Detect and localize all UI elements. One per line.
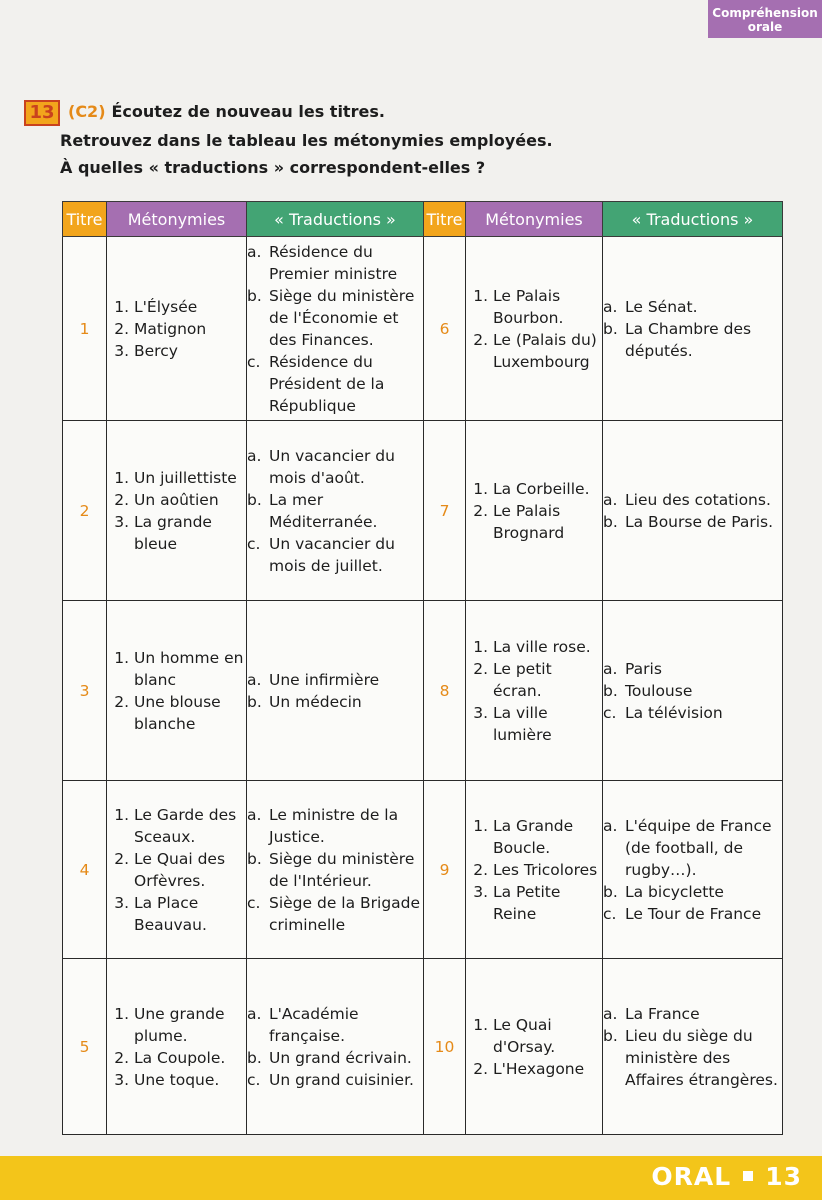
traductions-cell bbox=[247, 781, 424, 959]
metonymy-item bbox=[466, 478, 602, 500]
metonymies-list bbox=[107, 804, 246, 936]
metonymies-cell bbox=[107, 959, 247, 1135]
table-row bbox=[63, 421, 783, 601]
metonymy-text: Matignon bbox=[134, 319, 207, 338]
option-letter: a. bbox=[247, 242, 262, 261]
metonymy-number: 1. bbox=[473, 637, 488, 656]
metonymy-number: 2. bbox=[473, 659, 488, 678]
page-footer bbox=[0, 1156, 822, 1200]
square-icon bbox=[743, 1171, 753, 1181]
metonymy-number: 1. bbox=[473, 816, 488, 835]
header-titre: Titre bbox=[63, 202, 107, 237]
option-letter: b. bbox=[247, 490, 262, 509]
traduction-option bbox=[247, 892, 423, 936]
table-row bbox=[63, 601, 783, 781]
metonymy-text: Un homme en blanc bbox=[134, 648, 244, 689]
option-letter: a. bbox=[603, 659, 618, 678]
metonymy-number: 2. bbox=[473, 501, 488, 520]
option-letter: b. bbox=[247, 849, 262, 868]
metonymy-number: 2. bbox=[114, 490, 129, 509]
metonymy-item bbox=[466, 702, 602, 746]
traduction-text: La bicyclette bbox=[625, 882, 724, 901]
option-letter: a. bbox=[603, 1004, 618, 1023]
titre-number: 5 bbox=[63, 959, 107, 1135]
metonymy-text: Une blouse blanche bbox=[134, 692, 221, 733]
traduction-option bbox=[247, 1047, 423, 1069]
metonymies-list bbox=[466, 815, 602, 925]
metonymy-text: Les Tricolores bbox=[493, 860, 598, 879]
metonymy-text: L'Élysée bbox=[134, 297, 198, 316]
option-letter: c. bbox=[247, 534, 261, 553]
metonymy-number: 2. bbox=[473, 1059, 488, 1078]
metonymies-cell bbox=[466, 781, 603, 959]
metonymies-cell bbox=[466, 237, 603, 421]
metonymies-cell bbox=[107, 601, 247, 781]
traduction-text: Un vacancier du mois de juillet. bbox=[269, 534, 395, 575]
metonymy-number: 1. bbox=[473, 479, 488, 498]
titre-number: 8 bbox=[424, 601, 466, 781]
traduction-option bbox=[603, 881, 782, 903]
traduction-option bbox=[247, 804, 423, 848]
traductions-cell bbox=[603, 781, 783, 959]
metonymy-item bbox=[466, 500, 602, 544]
option-letter: c. bbox=[247, 1070, 261, 1089]
metonymy-item bbox=[107, 691, 246, 735]
option-letter: b. bbox=[603, 319, 618, 338]
header-traductions: « Traductions » bbox=[247, 202, 424, 237]
traductions-cell bbox=[603, 421, 783, 601]
option-letter: c. bbox=[603, 904, 617, 923]
traduction-text: L'Académie française. bbox=[269, 1004, 359, 1045]
metonymy-number: 1. bbox=[114, 468, 129, 487]
metonymy-text: La Place Beauvau. bbox=[134, 893, 207, 934]
traduction-option bbox=[247, 1069, 423, 1091]
traductions-cell bbox=[603, 959, 783, 1135]
option-letter: b. bbox=[603, 512, 618, 531]
metonymies-cell bbox=[107, 237, 247, 421]
traduction-text: Un grand écrivain. bbox=[269, 1048, 412, 1067]
metonymies-list bbox=[466, 1014, 602, 1080]
metonymy-text: Le Palais Brognard bbox=[493, 501, 565, 542]
traduction-text: Un médecin bbox=[269, 692, 362, 711]
metonymy-item bbox=[107, 804, 246, 848]
titre-number: 3 bbox=[63, 601, 107, 781]
traduction-option bbox=[603, 296, 782, 318]
traduction-text: Le Tour de France bbox=[625, 904, 762, 923]
header-metonymies: Métonymies bbox=[107, 202, 247, 237]
traductions-cell bbox=[247, 959, 424, 1135]
traductions-cell bbox=[603, 237, 783, 421]
metonymy-number: 2. bbox=[114, 692, 129, 711]
traduction-text: Le ministre de la Justice. bbox=[269, 805, 399, 846]
metonymy-number: 2. bbox=[114, 849, 129, 868]
traduction-option bbox=[603, 318, 782, 362]
traduction-text: La Bourse de Paris. bbox=[625, 512, 774, 531]
titre-number: 2 bbox=[63, 421, 107, 601]
header-traductions: « Traductions » bbox=[603, 202, 783, 237]
titre-number: 9 bbox=[424, 781, 466, 959]
traduction-option bbox=[247, 489, 423, 533]
metonymy-text: La grande bleue bbox=[134, 512, 212, 553]
metonymy-number: 1. bbox=[114, 648, 129, 667]
metonymy-item bbox=[466, 1014, 602, 1058]
traduction-option bbox=[247, 533, 423, 577]
metonymy-item bbox=[466, 329, 602, 373]
traduction-option bbox=[247, 241, 423, 285]
metonymy-number: 2. bbox=[473, 330, 488, 349]
traduction-option bbox=[603, 489, 782, 511]
metonymy-item bbox=[107, 848, 246, 892]
exercise-instruction-3: À quelles « traductions » correspondent-elles ? bbox=[60, 158, 486, 177]
metonymy-number: 1. bbox=[473, 286, 488, 305]
traduction-option bbox=[603, 511, 782, 533]
titre-number: 6 bbox=[424, 237, 466, 421]
metonymy-item bbox=[466, 285, 602, 329]
metonymies-list bbox=[107, 1003, 246, 1091]
footer-label: ORAL 13 bbox=[651, 1162, 802, 1191]
traduction-text: Un grand cuisinier. bbox=[269, 1070, 414, 1089]
metonymies-table bbox=[62, 201, 783, 1135]
metonymy-item bbox=[107, 1069, 246, 1091]
metonymy-text: Le (Palais du) Luxembourg bbox=[493, 330, 597, 371]
exercise-number: 13 bbox=[24, 100, 60, 126]
titre-number: 7 bbox=[424, 421, 466, 601]
metonymy-item bbox=[107, 489, 246, 511]
metonymy-item bbox=[107, 892, 246, 936]
metonymies-list bbox=[107, 647, 246, 735]
metonymy-number: 1. bbox=[114, 1004, 129, 1023]
metonymies-list bbox=[107, 296, 246, 362]
metonymies-list bbox=[466, 478, 602, 544]
metonymy-item bbox=[107, 511, 246, 555]
metonymy-text: La ville lumière bbox=[493, 703, 552, 744]
metonymy-text: La Petite Reine bbox=[493, 882, 561, 923]
option-letter: b. bbox=[247, 1048, 262, 1067]
traduction-option bbox=[603, 1025, 782, 1091]
metonymy-number: 2. bbox=[114, 1048, 129, 1067]
traduction-option bbox=[603, 903, 782, 925]
metonymy-item bbox=[107, 296, 246, 318]
traduction-option bbox=[603, 702, 782, 724]
traductions-cell bbox=[247, 421, 424, 601]
traduction-option bbox=[247, 1003, 423, 1047]
traduction-text: Paris bbox=[625, 659, 662, 678]
metonymy-item bbox=[107, 647, 246, 691]
option-letter: c. bbox=[603, 703, 617, 722]
option-letter: a. bbox=[247, 805, 262, 824]
metonymy-item bbox=[466, 859, 602, 881]
traduction-option bbox=[247, 691, 423, 713]
metonymy-text: Un juillettiste bbox=[134, 468, 237, 487]
traduction-text: Le Sénat. bbox=[625, 297, 698, 316]
metonymy-number: 1. bbox=[114, 805, 129, 824]
metonymy-text: Une toque. bbox=[134, 1070, 220, 1089]
exercise-code: (C2) bbox=[68, 102, 106, 121]
metonymy-item bbox=[107, 340, 246, 362]
traduction-text: Une infirmière bbox=[269, 670, 380, 689]
metonymy-text: La ville rose. bbox=[493, 637, 591, 656]
metonymy-number: 3. bbox=[473, 882, 488, 901]
header-metonymies: Métonymies bbox=[466, 202, 603, 237]
page-number: 13 bbox=[765, 1162, 802, 1191]
metonymy-number: 2. bbox=[473, 860, 488, 879]
traduction-text: La mer Méditerranée. bbox=[269, 490, 378, 531]
option-letter: a. bbox=[247, 670, 262, 689]
option-letter: a. bbox=[247, 446, 262, 465]
option-letter: c. bbox=[247, 352, 261, 371]
traduction-text: Toulouse bbox=[625, 681, 693, 700]
metonymy-item bbox=[107, 467, 246, 489]
exercise-instruction-2: Retrouvez dans le tableau les métonymies employées. bbox=[60, 131, 553, 150]
traduction-option bbox=[247, 669, 423, 691]
option-letter: b. bbox=[603, 1026, 618, 1045]
metonymies-cell bbox=[466, 421, 603, 601]
titre-number: 10 bbox=[424, 959, 466, 1135]
metonymies-cell bbox=[107, 421, 247, 601]
titre-number: 1 bbox=[63, 237, 107, 421]
traduction-option bbox=[603, 658, 782, 680]
option-letter: b. bbox=[603, 882, 618, 901]
traduction-option bbox=[247, 445, 423, 489]
traductions-cell bbox=[247, 237, 424, 421]
metonymy-item bbox=[466, 636, 602, 658]
metonymy-text: La Grande Boucle. bbox=[493, 816, 574, 857]
traduction-option bbox=[247, 848, 423, 892]
metonymy-text: Le petit écran. bbox=[493, 659, 552, 700]
metonymy-item bbox=[107, 318, 246, 340]
option-letter: a. bbox=[247, 1004, 262, 1023]
metonymy-text: Le Quai des Orfèvres. bbox=[134, 849, 226, 890]
metonymy-item bbox=[466, 815, 602, 859]
option-letter: b. bbox=[247, 286, 262, 305]
metonymy-text: Le Quai d'Orsay. bbox=[493, 1015, 556, 1056]
table-row bbox=[63, 959, 783, 1135]
metonymy-item bbox=[466, 658, 602, 702]
traduction-option bbox=[603, 680, 782, 702]
metonymies-list bbox=[466, 285, 602, 373]
traductions-cell bbox=[603, 601, 783, 781]
traduction-text: Lieu du siège du ministère des Affaires étrangères. bbox=[625, 1026, 778, 1089]
option-letter: a. bbox=[603, 297, 618, 316]
option-letter: c. bbox=[247, 893, 261, 912]
traduction-text: Siège de la Brigade criminelle bbox=[269, 893, 421, 934]
traduction-text: L'équipe de France (de football, de rugby…). bbox=[625, 816, 772, 879]
traductions-cell bbox=[247, 601, 424, 781]
metonymy-text: La Coupole. bbox=[134, 1048, 226, 1067]
header-titre: Titre bbox=[424, 202, 466, 237]
titre-number: 4 bbox=[63, 781, 107, 959]
traduction-text: Résidence du Premier ministre bbox=[269, 242, 398, 283]
metonymy-text: Bercy bbox=[134, 341, 178, 360]
metonymy-text: L'Hexagone bbox=[493, 1059, 585, 1078]
metonymies-list bbox=[107, 467, 246, 555]
metonymies-cell bbox=[466, 601, 603, 781]
metonymy-number: 3. bbox=[114, 512, 129, 531]
option-letter: a. bbox=[603, 816, 618, 835]
metonymy-item bbox=[466, 881, 602, 925]
traduction-option bbox=[603, 1003, 782, 1025]
metonymies-list bbox=[466, 636, 602, 746]
traduction-text: La Chambre des députés. bbox=[625, 319, 752, 360]
metonymy-item bbox=[466, 1058, 602, 1080]
traduction-text: Un vacancier du mois d'août. bbox=[269, 446, 395, 487]
exercise-instruction-1: (C2) Écoutez de nouveau les titres. bbox=[68, 102, 385, 121]
traduction-text: Lieu des cotations. bbox=[625, 490, 771, 509]
option-letter: b. bbox=[603, 681, 618, 700]
metonymy-text: Un aoûtien bbox=[134, 490, 219, 509]
traduction-text: Siège du ministère de l'Économie et des Finances. bbox=[269, 286, 415, 349]
table-header-row bbox=[63, 202, 783, 237]
traduction-text: La France bbox=[625, 1004, 700, 1023]
metonymy-number: 3. bbox=[114, 341, 129, 360]
metonymy-text: La Corbeille. bbox=[493, 479, 590, 498]
traduction-option bbox=[247, 351, 423, 417]
traduction-text: Siège du ministère de l'Intérieur. bbox=[269, 849, 415, 890]
metonymy-item bbox=[107, 1047, 246, 1069]
metonymy-number: 2. bbox=[114, 319, 129, 338]
metonymy-text: Une grande plume. bbox=[134, 1004, 225, 1045]
metonymy-number: 3. bbox=[114, 893, 129, 912]
table-row bbox=[63, 781, 783, 959]
metonymies-cell bbox=[466, 959, 603, 1135]
metonymy-text: Le Palais Bourbon. bbox=[493, 286, 564, 327]
traduction-option bbox=[603, 815, 782, 881]
traduction-text: Résidence du Président de la République bbox=[269, 352, 385, 415]
option-letter: a. bbox=[603, 490, 618, 509]
section-tab: Compréhension orale bbox=[708, 0, 822, 38]
metonymy-text: Le Garde des Sceaux. bbox=[134, 805, 237, 846]
metonymies-cell bbox=[107, 781, 247, 959]
metonymy-number: 1. bbox=[114, 297, 129, 316]
metonymy-number: 3. bbox=[473, 703, 488, 722]
metonymy-number: 3. bbox=[114, 1070, 129, 1089]
traduction-option bbox=[247, 285, 423, 351]
metonymy-item bbox=[107, 1003, 246, 1047]
table-row bbox=[63, 237, 783, 421]
traduction-text: La télévision bbox=[625, 703, 723, 722]
metonymy-number: 1. bbox=[473, 1015, 488, 1034]
option-letter: b. bbox=[247, 692, 262, 711]
